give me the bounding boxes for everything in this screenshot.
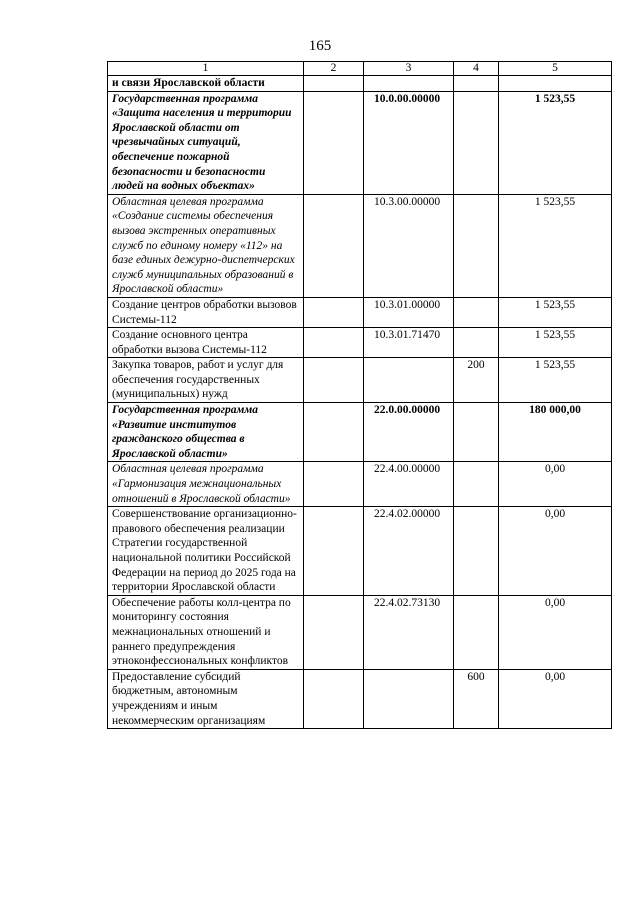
column-header: 1 xyxy=(108,62,304,76)
row-col2 xyxy=(304,669,364,728)
row-col2 xyxy=(304,462,364,507)
column-header: 4 xyxy=(454,62,499,76)
row-col2 xyxy=(304,91,364,194)
row-col2 xyxy=(304,328,364,358)
row-type xyxy=(454,297,499,327)
row-code: 10.3.00.00000 xyxy=(364,194,454,297)
row-amount xyxy=(499,76,612,92)
row-type xyxy=(454,595,499,669)
row-amount: 1 523,55 xyxy=(499,194,612,297)
table-row xyxy=(108,76,612,92)
row-col2 xyxy=(304,403,364,462)
table-row xyxy=(108,595,612,669)
row-type xyxy=(454,194,499,297)
row-name: Областная целевая программа «Создание системы обеспечения вызова экстренных оперативных служб по единому номеру «112» на базе единых дежурно-диспетчерских служб муниципальных образований в Ярославской области» xyxy=(108,194,304,297)
row-name: Государственная программа «Развитие институтов гражданского общества в Ярославской области» xyxy=(108,403,304,462)
row-name: и связи Ярославской области xyxy=(108,76,304,92)
row-col2 xyxy=(304,297,364,327)
row-name: Государственная программа «Защита населения и территории Ярославской области от чрезвычайных ситуаций, обеспечение пожарной безопасности и безопасности людей на водных объектах» xyxy=(108,91,304,194)
row-amount: 1 523,55 xyxy=(499,91,612,194)
row-name: Обеспечение работы колл-центра по мониторингу состояния межнациональных отношений и раннего предупреждения этноконфессиональных конфликтов xyxy=(108,595,304,669)
table-row xyxy=(108,403,612,462)
column-header: 3 xyxy=(364,62,454,76)
row-name: Предоставление субсидий бюджетным, автономным учреждениям и иным некоммерческим организациям xyxy=(108,669,304,728)
row-amount: 1 523,55 xyxy=(499,297,612,327)
row-amount: 0,00 xyxy=(499,507,612,596)
row-amount: 0,00 xyxy=(499,595,612,669)
row-name: Создание основного центра обработки вызова Системы-112 xyxy=(108,328,304,358)
row-code: 22.4.00.00000 xyxy=(364,462,454,507)
row-amount: 1 523,55 xyxy=(499,358,612,403)
row-code: 22.4.02.73130 xyxy=(364,595,454,669)
row-name: Совершенствование организационно-правового обеспечения реализации Стратегии государственной национальной политики Российской Федерации на период до 2025 года на территории Ярославской области xyxy=(108,507,304,596)
row-type xyxy=(454,462,499,507)
row-code: 22.0.00.00000 xyxy=(364,403,454,462)
page-number: 165 xyxy=(308,38,332,54)
row-type xyxy=(454,507,499,596)
row-type: 600 xyxy=(454,669,499,728)
row-col2 xyxy=(304,76,364,92)
table-row xyxy=(108,297,612,327)
row-name: Закупка товаров, работ и услуг для обеспечения государственных (муниципальных) нужд xyxy=(108,358,304,403)
column-header: 5 xyxy=(499,62,612,76)
row-amount: 0,00 xyxy=(499,669,612,728)
table-row xyxy=(108,358,612,403)
row-col2 xyxy=(304,358,364,403)
row-amount: 180 000,00 xyxy=(499,403,612,462)
row-code: 10.3.01.71470 xyxy=(364,328,454,358)
row-code xyxy=(364,669,454,728)
row-code: 10.0.00.00000 xyxy=(364,91,454,194)
row-code xyxy=(364,358,454,403)
table-row xyxy=(108,194,612,297)
column-header: 2 xyxy=(304,62,364,76)
row-amount: 0,00 xyxy=(499,462,612,507)
row-type xyxy=(454,76,499,92)
row-code xyxy=(364,76,454,92)
row-type: 200 xyxy=(454,358,499,403)
row-type xyxy=(454,328,499,358)
row-name: Областная целевая программа «Гармонизация межнациональных отношений в Ярославской области» xyxy=(108,462,304,507)
table-row xyxy=(108,507,612,596)
row-type xyxy=(454,403,499,462)
table-row xyxy=(108,462,612,507)
row-name: Создание центров обработки вызовов Системы-112 xyxy=(108,297,304,327)
row-code: 10.3.01.00000 xyxy=(364,297,454,327)
row-col2 xyxy=(304,194,364,297)
table-row xyxy=(108,328,612,358)
row-amount: 1 523,55 xyxy=(499,328,612,358)
row-type xyxy=(454,91,499,194)
table-row xyxy=(108,669,612,728)
row-col2 xyxy=(304,507,364,596)
table-row xyxy=(108,91,612,194)
row-code: 22.4.02.00000 xyxy=(364,507,454,596)
budget-table xyxy=(107,61,612,729)
row-col2 xyxy=(304,595,364,669)
table-header-row xyxy=(108,62,612,76)
